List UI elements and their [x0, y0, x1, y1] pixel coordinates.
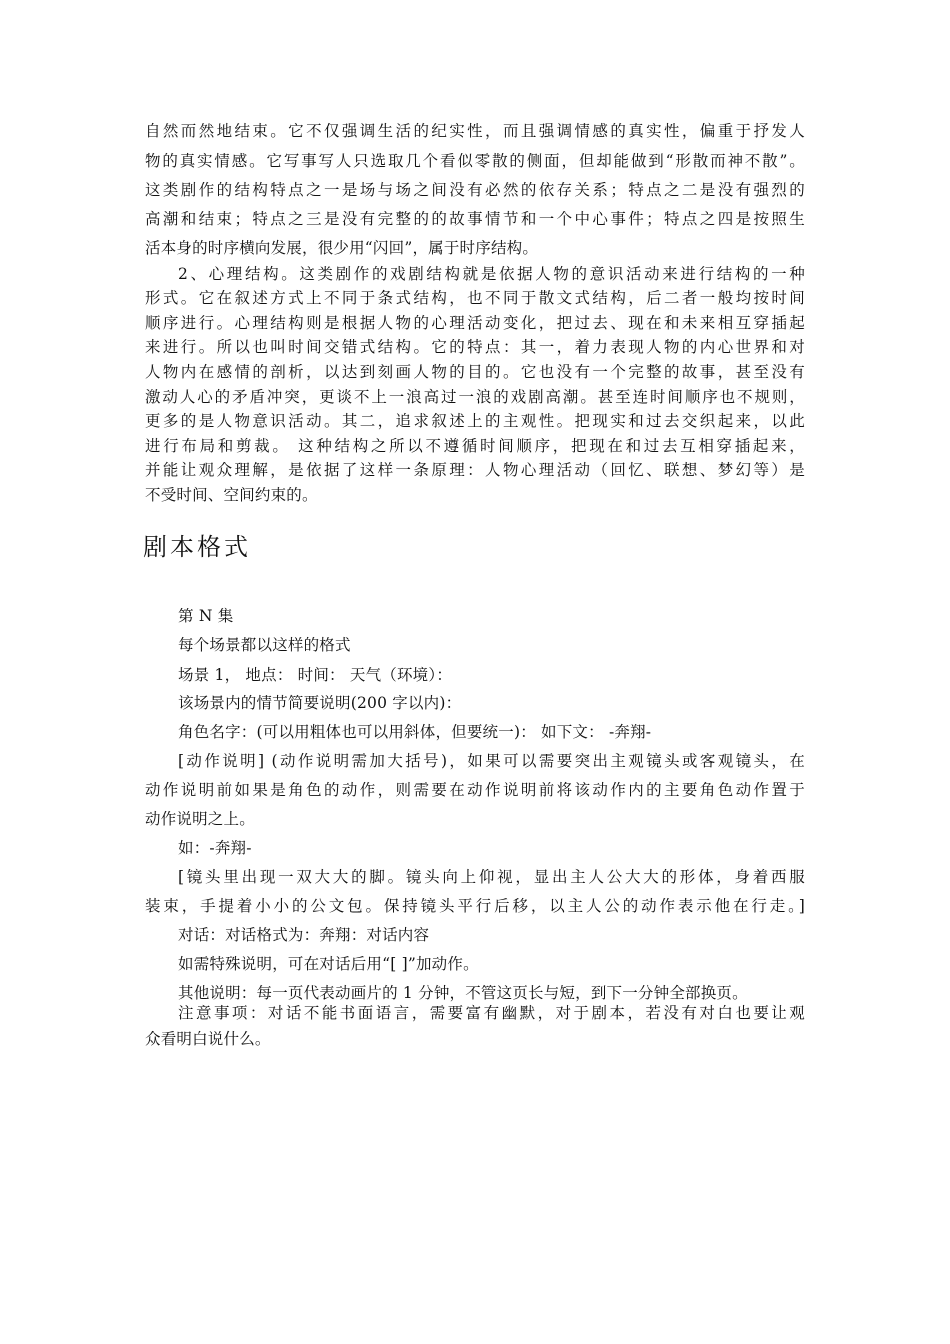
format-line: 每个场景都以这样的格式 [178, 636, 351, 654]
format-line: 对话：对话格式为：奔翔：对话内容 [178, 926, 430, 944]
format-line: 众看明白说什么。 [145, 1030, 271, 1048]
paragraph-line: 活本身的时序横向发展，很少用“闪回”，属于时序结构。 [145, 239, 539, 257]
paragraph-line: 顺序进行。心理结构则是根据人物的心理活动变化，把过去、现在和未来相互穿插起 [145, 314, 805, 332]
format-line: 如需特殊说明，可在对话后用“[ ]”加动作。 [178, 955, 479, 973]
episode-label: 第 N 集 [178, 607, 234, 625]
format-line: 场景 1， 地点： 时间： 天气（环境）： [178, 666, 453, 684]
paragraph-line: 2、心理结构。这类剧作的戏剧结构就是依据人物的意识活动来进行结构的一种 [178, 265, 805, 283]
paragraph-line: 进行布局和剪裁。 这种结构之所以不遵循时间顺序，把现在和过去互相穿插起来， [145, 437, 805, 455]
format-line: 其他说明：每一页代表动画片的 1 分钟，不管这页长与短，到下一分钟全部换页。 [178, 984, 748, 1002]
paragraph-line: 高潮和结束；特点之三是没有完整的的故事情节和一个中心事件；特点之四是按照生 [145, 210, 805, 228]
format-line: [动作说明] (动作说明需加大括号)，如果可以需要突出主观镜头或客观镜头，在 [178, 752, 805, 770]
paragraph-line: 并能让观众理解，是依据了这样一条原理：人物心理活动（回忆、联想、梦幻等）是 [145, 461, 805, 479]
format-line: 角色名字：(可以用粗体也可以用斜体，但要统一)： 如下文： -奔翔- [178, 723, 652, 741]
paragraph-line: 自然而然地结束。它不仅强调生活的纪实性，而且强调情感的真实性，偏重于抒发人 [145, 122, 805, 140]
paragraph-line: 物的真实情感。它写事写人只选取几个看似零散的侧面，但却能做到“形散而神不散”。 [145, 152, 805, 170]
paragraph-line: 更多的是人物意识活动。其二，追求叙述上的主观性。把现实和过去交织起来，以此 [145, 412, 805, 430]
paragraph-line: 人物内在感情的剖析，以达到刻画人物的目的。它也没有一个完整的故事，甚至没有 [145, 363, 805, 381]
format-line: 注意事项：对话不能书面语言，需要富有幽默，对于剧本，若没有对白也要让观 [178, 1004, 805, 1022]
format-line: 该场景内的情节简要说明(200 字以内)： [178, 694, 462, 712]
paragraph-line: 激动人心的矛盾冲突，更谈不上一浪高过一浪的戏剧高潮。甚至连时间顺序也不规则， [145, 388, 805, 406]
paragraph-line: 来进行。所以也叫时间交错式结构。它的特点：其一，着力表现人物的内心世界和对 [145, 338, 805, 356]
paragraph-line: 这类剧作的结构特点之一是场与场之间没有必然的依存关系；特点之二是没有强烈的 [145, 181, 805, 199]
paragraph-line: 不受时间、空间约束的。 [145, 486, 318, 504]
section-heading: 剧本格式 [143, 533, 251, 561]
format-line: 装束，手提着小小的公文包。保持镜头平行后移，以主人公的动作表示他在行走。] [145, 897, 805, 915]
format-line: 如：-奔翔- [178, 839, 252, 857]
format-line: [镜头里出现一双大大的脚。镜头向上仰视，显出主人公大大的形体，身着西服 [178, 868, 805, 886]
paragraph-line: 形式。它在叙述方式上不同于条式结构，也不同于散文式结构，后二者一般均按时间 [145, 289, 805, 307]
format-line: 动作说明之上。 [145, 810, 255, 828]
format-line: 动作说明前如果是角色的动作，则需要在动作说明前将该动作内的主要角色动作置于 [145, 781, 805, 799]
